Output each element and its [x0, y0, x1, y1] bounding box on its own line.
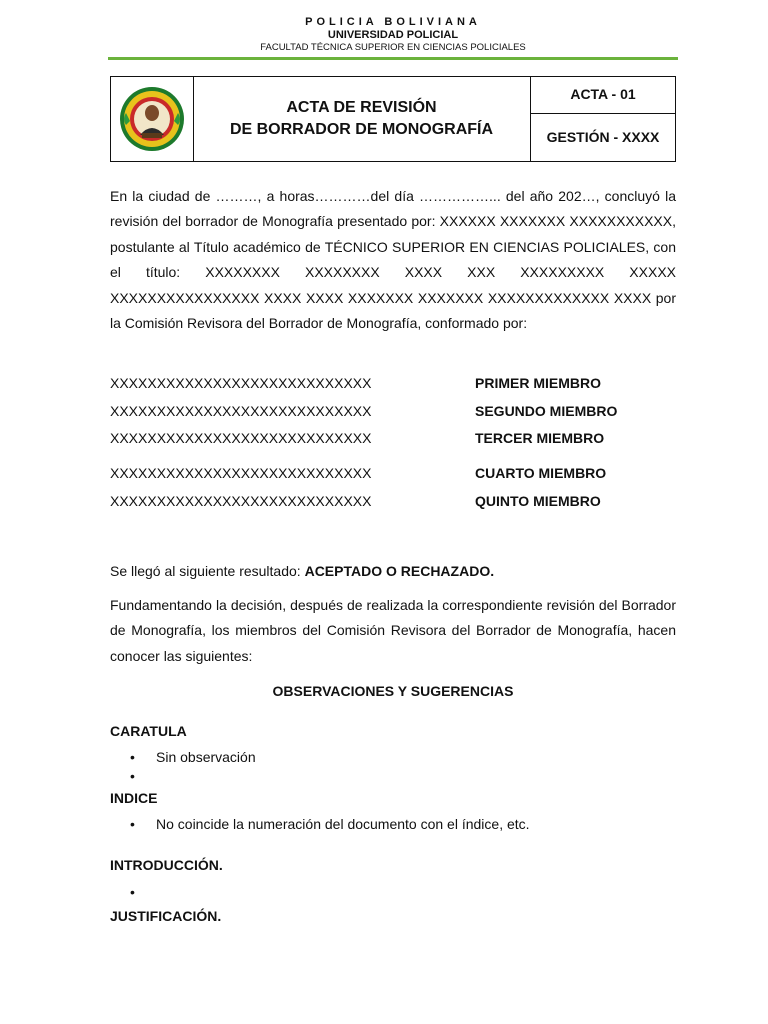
section-indice-title: INDICE	[110, 790, 158, 806]
section-caratula-title: CARATULA	[110, 723, 187, 739]
header-faculty: FACULTAD TÉCNICA SUPERIOR EN CIENCIAS POLICIALES	[260, 42, 526, 53]
member-name: XXXXXXXXXXXXXXXXXXXXXXXXXXXX	[110, 430, 372, 446]
logo-cell	[111, 77, 194, 161]
observations-title: OBSERVACIONES Y SUGERENCIAS	[272, 683, 514, 699]
section-introduccion-title: INTRODUCCIÓN.	[110, 857, 223, 873]
university-seal-logo-icon	[118, 85, 186, 153]
member-name: XXXXXXXXXXXXXXXXXXXXXXXXXXXX	[110, 493, 372, 509]
bullet-icon: •	[130, 749, 135, 765]
gestion-label: GESTIÓN - XXXX	[546, 129, 660, 145]
member-name: XXXXXXXXXXXXXXXXXXXXXXXXXXXX	[110, 465, 372, 481]
result-value: ACEPTADO O RECHAZADO.	[304, 563, 495, 579]
list-item-text: No coincide la numeración del documento con el índice, etc.	[156, 816, 530, 832]
section-justificacion-title: JUSTIFICACIÓN.	[110, 908, 222, 924]
list-item-text: Sin observación	[156, 749, 256, 765]
acta-number: ACTA - 01	[531, 77, 675, 114]
header-university: UNIVERSIDAD POLICIAL	[327, 29, 459, 41]
bullet-icon: •	[130, 768, 135, 784]
result-line	[110, 562, 494, 580]
header-divider	[108, 57, 678, 60]
intro-paragraph: En la ciudad de ………, a horas…………del día ……………... del año 202…, concluyó la revisión del borrador de Monografía presentado por: XXXXXX XXXXXXX XXXXXXXXXXX, postulante al Título académico de TÉCNICO SUPERIOR EN CIENCIAS POLICIALES, con el título: XXXXXXXX XXXXXXXX XXXX XXX XXXXXXXXX XXXXX XXXXXXXXXXXXXXXX XXXX XXXX XXXXXXX XXXXXXX XXXXXXXXXXXXX XXXX por la Comisión Revisora del Borrador de Monografía, conformado por:	[110, 188, 676, 332]
member-name: XXXXXXXXXXXXXXXXXXXXXXXXXXXX	[110, 375, 372, 391]
document-title	[193, 77, 531, 161]
member-role: QUINTO MIEMBRO	[475, 493, 601, 509]
member-role: CUARTO MIEMBRO	[475, 465, 607, 481]
title-table	[110, 76, 676, 162]
decision-paragraph: Fundamentando la decisión, después de realizada la correspondiente revisión del Borrador de Monografía, los miembros del Comisión Revisora del Borrador de Monografía, hacen conocer las siguientes:	[110, 597, 676, 664]
title-line-1: ACTA DE REVISIÓN	[286, 99, 437, 116]
bullet-icon: •	[130, 816, 135, 832]
member-name: XXXXXXXXXXXXXXXXXXXXXXXXXXXX	[110, 403, 372, 419]
header-institution: POLICIA BOLIVIANA	[305, 16, 481, 28]
member-role: TERCER MIEMBRO	[475, 430, 605, 446]
bullet-icon: •	[130, 884, 135, 900]
title-line-2: DE BORRADOR DE MONOGRAFÍA	[229, 121, 494, 138]
member-role: SEGUNDO MIEMBRO	[475, 403, 618, 419]
result-prefix: Se llegó al siguiente resultado:	[110, 563, 305, 579]
member-role: PRIMER MIEMBRO	[475, 375, 601, 391]
